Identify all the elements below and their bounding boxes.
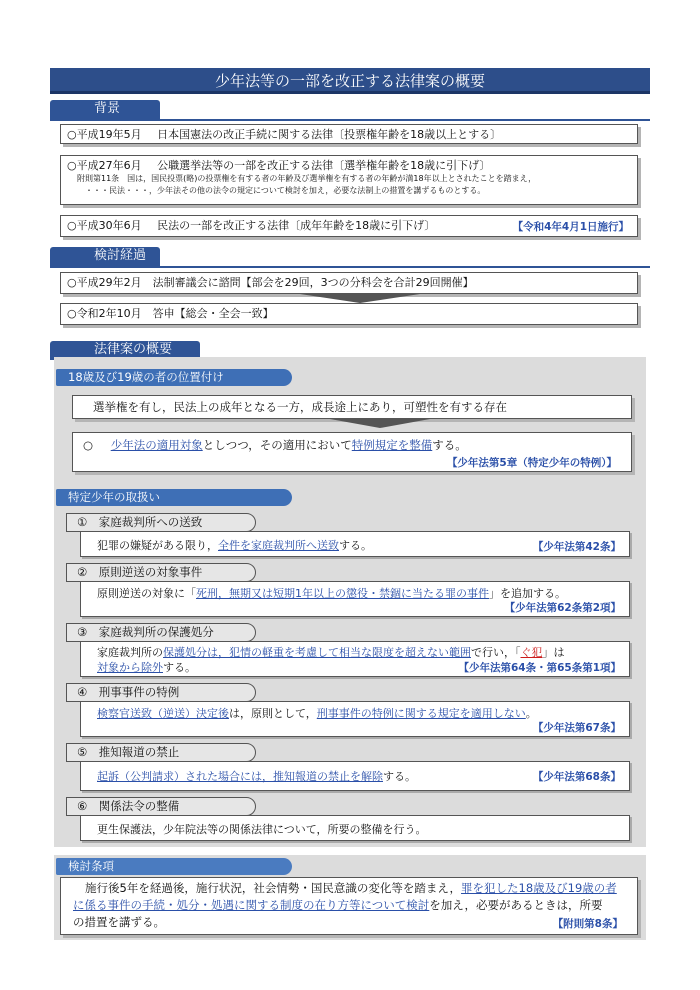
text: は，原則として， (229, 707, 317, 720)
text: 犯罪の嫌疑がある限り， (97, 539, 218, 552)
item-date: ○平成19年5月 (67, 128, 142, 141)
text: で行い，「 (471, 646, 521, 659)
link-text: 起訴（公判請求）された場合には，推知報道の禁止を解除 (97, 770, 383, 783)
item-ref: 【附則第8条】 (552, 918, 623, 930)
position-statement: 選挙権を有し，民法上の成年となる一方，成長途上にあり，可塑性を有する存在 (72, 395, 632, 419)
text: 家庭裁判所の (97, 646, 163, 659)
item-ref: 【令和4年4月1日施行】 (512, 221, 629, 233)
link-text: 死刑，無期又は短期1年以上の懲役・禁錮に当たる罪の事件 (196, 587, 489, 600)
text: 施行後5年を経過後，施行状況，社会情勢・国民意識の変化等を踏まえ， (85, 881, 462, 895)
bullet: ○ (83, 438, 94, 452)
link-text: に係る事件の手続・処分・処遇に関する制度の在り方等について検討 (73, 898, 430, 912)
item-text: 日本国憲法の改正手続に関する法律〔投票権年齢を18歳以上とする〕 (157, 128, 502, 141)
text: としつつ，その適用において (202, 438, 352, 452)
item-date: ○平成30年6月 (67, 219, 142, 232)
link-text: ぐ犯 (520, 646, 543, 659)
section-rule (50, 119, 650, 121)
review-item-1 (60, 272, 638, 294)
item-text: 民法の一部を改正する法律〔成年年齢を18歳に引下げ〕 (157, 219, 436, 232)
special-item-1-body (80, 531, 630, 557)
text: する。 (163, 661, 196, 674)
subheader-provision: 検討条項 (56, 858, 292, 875)
item-text: ○平成29年2月 法制審議会に諮問【部会を29回，3つの分科会を合計29回開催】 (67, 276, 474, 289)
text: する。 (383, 770, 416, 783)
text: 」を追加する。 (489, 587, 566, 600)
subheader-position: 18歳及び19歳の者の位置付け (56, 369, 292, 386)
link-text: 検察官送致（逆送）決定後 (97, 707, 229, 720)
item-text: ○令和2年10月 答申【総会・全会一致】 (67, 307, 274, 320)
item-ref: 【少年法第62条第2項】 (504, 602, 621, 614)
special-item-2-title: ② 原則逆送の対象事件 (66, 563, 256, 582)
special-item-5-body (80, 761, 630, 791)
item-note: 附則第11条 国は，国民投票(略)の投票権を有する者の年齢及び選挙権を有する者の年齢が満18年以上とされたことを踏まえ， (77, 174, 537, 183)
subheader-special: 特定少年の取扱い (56, 489, 292, 506)
section-header-background: 背景 (50, 100, 160, 119)
item-text: 公職選挙法等の一部を改正する法律〔選挙権年齢を18歳に引下げ〕 (157, 159, 491, 172)
position-result (72, 432, 632, 472)
link-text: 保護処分は，犯情の軽重を考慮して相当な限度を超えない範囲 (163, 646, 471, 659)
text: 。 (525, 707, 537, 720)
link-text: 特例規定を整備 (351, 438, 433, 452)
item-ref: 【少年法第68条】 (532, 771, 621, 783)
text: 更生保護法，少年院法等の関係法律について，所要の整備を行う。 (97, 823, 427, 836)
special-item-1-title: ① 家庭裁判所への送致 (66, 513, 256, 532)
special-item-6-title: ⑥ 関係法令の整備 (66, 797, 256, 816)
item-date: ○平成27年6月 (67, 159, 142, 172)
background-item-2 (60, 155, 638, 205)
special-item-4-body (80, 701, 630, 737)
section-header-review: 検討経過 (50, 247, 160, 266)
arrow-down-icon (330, 419, 430, 428)
link-text: 少年法の適用対象 (110, 438, 203, 452)
item-ref: 【少年法第64条・第65条第1項】 (458, 662, 621, 674)
item-ref: 【少年法第42条】 (532, 541, 621, 553)
item-note: ・・・民法・・・，少年法その他の法令の規定について検討を加え，必要な法制上の措置を講ずるものとする。 (85, 186, 486, 195)
special-item-3-body (80, 641, 630, 677)
link-text: 全件を家庭裁判所へ送致 (218, 539, 339, 552)
text: 」は (542, 646, 565, 659)
item-ref: 【少年法第67条】 (532, 722, 621, 734)
section-rule (50, 266, 650, 268)
text: の措置を講ずる。 (73, 915, 165, 929)
special-item-6-body (80, 815, 630, 841)
text: 原則逆送の対象に「 (97, 587, 196, 600)
page-title: 少年法等の一部を改正する法律案の概要 (50, 68, 650, 94)
background-item-3 (60, 215, 638, 237)
background-item-1 (60, 124, 638, 144)
link-text: 刑事事件の特例に関する規定を適用しない (316, 707, 526, 720)
link-text: 対象から除外 (97, 661, 163, 674)
special-item-4-title: ④ 刑事事件の特例 (66, 683, 256, 702)
text: を加え，必要があるときは，所要 (429, 898, 603, 912)
section-header-outline: 法律案の概要 (50, 341, 200, 360)
text: する。 (339, 539, 372, 552)
special-item-2-body (80, 581, 630, 617)
provision-body (60, 877, 638, 935)
link-text: 罪を犯した18歳及び19歳の者 (461, 881, 617, 895)
item-ref: 【少年法第5章（特定少年の特例）】 (446, 457, 617, 469)
special-item-5-title: ⑤ 推知報道の禁止 (66, 743, 256, 762)
special-item-3-title: ③ 家庭裁判所の保護処分 (66, 623, 256, 642)
review-item-2 (60, 303, 638, 325)
text: する。 (432, 438, 467, 452)
arrow-down-icon (300, 294, 420, 303)
